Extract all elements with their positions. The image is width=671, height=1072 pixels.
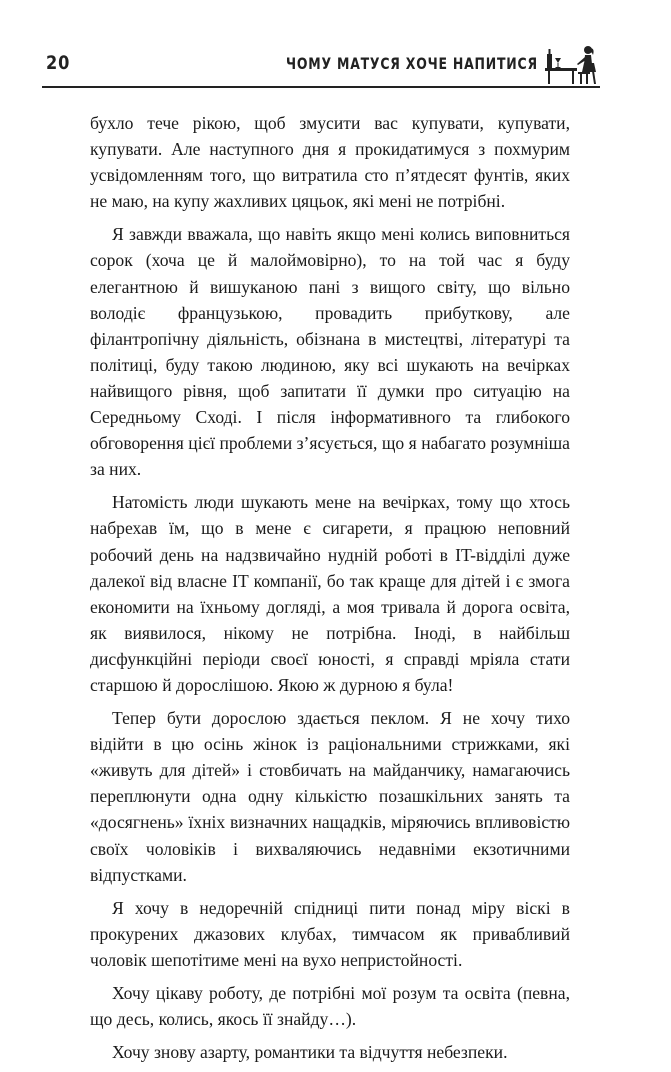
paragraph: Хочу цікаву роботу, де потрібні мої розум та освіта (певна, що десь, колись, якось її знайду…).	[90, 983, 570, 1030]
paragraph: Я завжди вважала, що навіть якщо мені колись виповниться сорок (хоча це й малоймовірно), то на той час я буду елегантною й вишуканою пані з вищого світу, що вільно володіє французькою, провадить прибуткову, але філантропічну діяльність, обізнана в мистецтві, літературі та політиці, буду такою людиною, яку всі шукають на вечірках найвищого рівня, щоб запитати її думки про ситуацію на Середньому Сході. І після інформативного та глибокого обговорення цієї проблеми з’ясується, що я набагато розумніша за них.	[90, 224, 570, 480]
body-text	[90, 110, 570, 1072]
paragraph: Я хочу в недоречній спідниці пити понад міру віскі в прокурених джазових клубах, тимчасом як привабливий чоловік шепотітиме мені на вухо непристойності.	[90, 897, 570, 970]
page-number: 20	[46, 52, 71, 74]
paragraph: Тепер бути дорослою здається пеклом. Я не хочу тихо відійти в цю осінь жінок із раціональними стрижками, які «живуть для дітей» і стовбичать на майданчику, намагаючись переплюнути одна одну кількістю позашкільних занять та «досягнень» їхніх визначних нащадків, міряючись впливовістю своїх чоловіків і вихваляючись недавніми екзотичними відпустками.	[90, 708, 570, 885]
paragraph: Хочу знову азарту, романтики та відчуття небезпеки.	[112, 1042, 508, 1063]
paragraph: Натомість люди шукають мене на вечірках, тому що хтось набрехав їм, що в мене є сигарети, я працюю неповний робочий день на надзвичайно нудній роботі в IT-відділі дуже далекої від власне IT компанії, бо так краще для дітей і є змога економити на їхньому догляді, а моя тривала й дорога освіта, як виявилося, нікому не потрібна. Іноді, в найбільш дисфункційні періоди своєї юності, я справді мріяла стати старшою й дорослішою. Якою ж дурною я була!	[90, 492, 570, 695]
paragraph: бухло тече рікою, щоб змусити вас купувати, купувати, купувати. Але наступного дня я прокидатимуся з похмурим усвідомленням того, що витратила сто п’ятдесят фунтів, яких не маю, на купу жахливих цяцьок, які мені не потрібні.	[90, 113, 570, 212]
woman-at-bar-icon	[544, 42, 600, 86]
page-header	[42, 52, 600, 92]
running-title: ЧОМУ МАТУСЯ ХОЧЕ НАПИТИСЯ	[286, 54, 538, 73]
header-rule	[42, 86, 600, 88]
